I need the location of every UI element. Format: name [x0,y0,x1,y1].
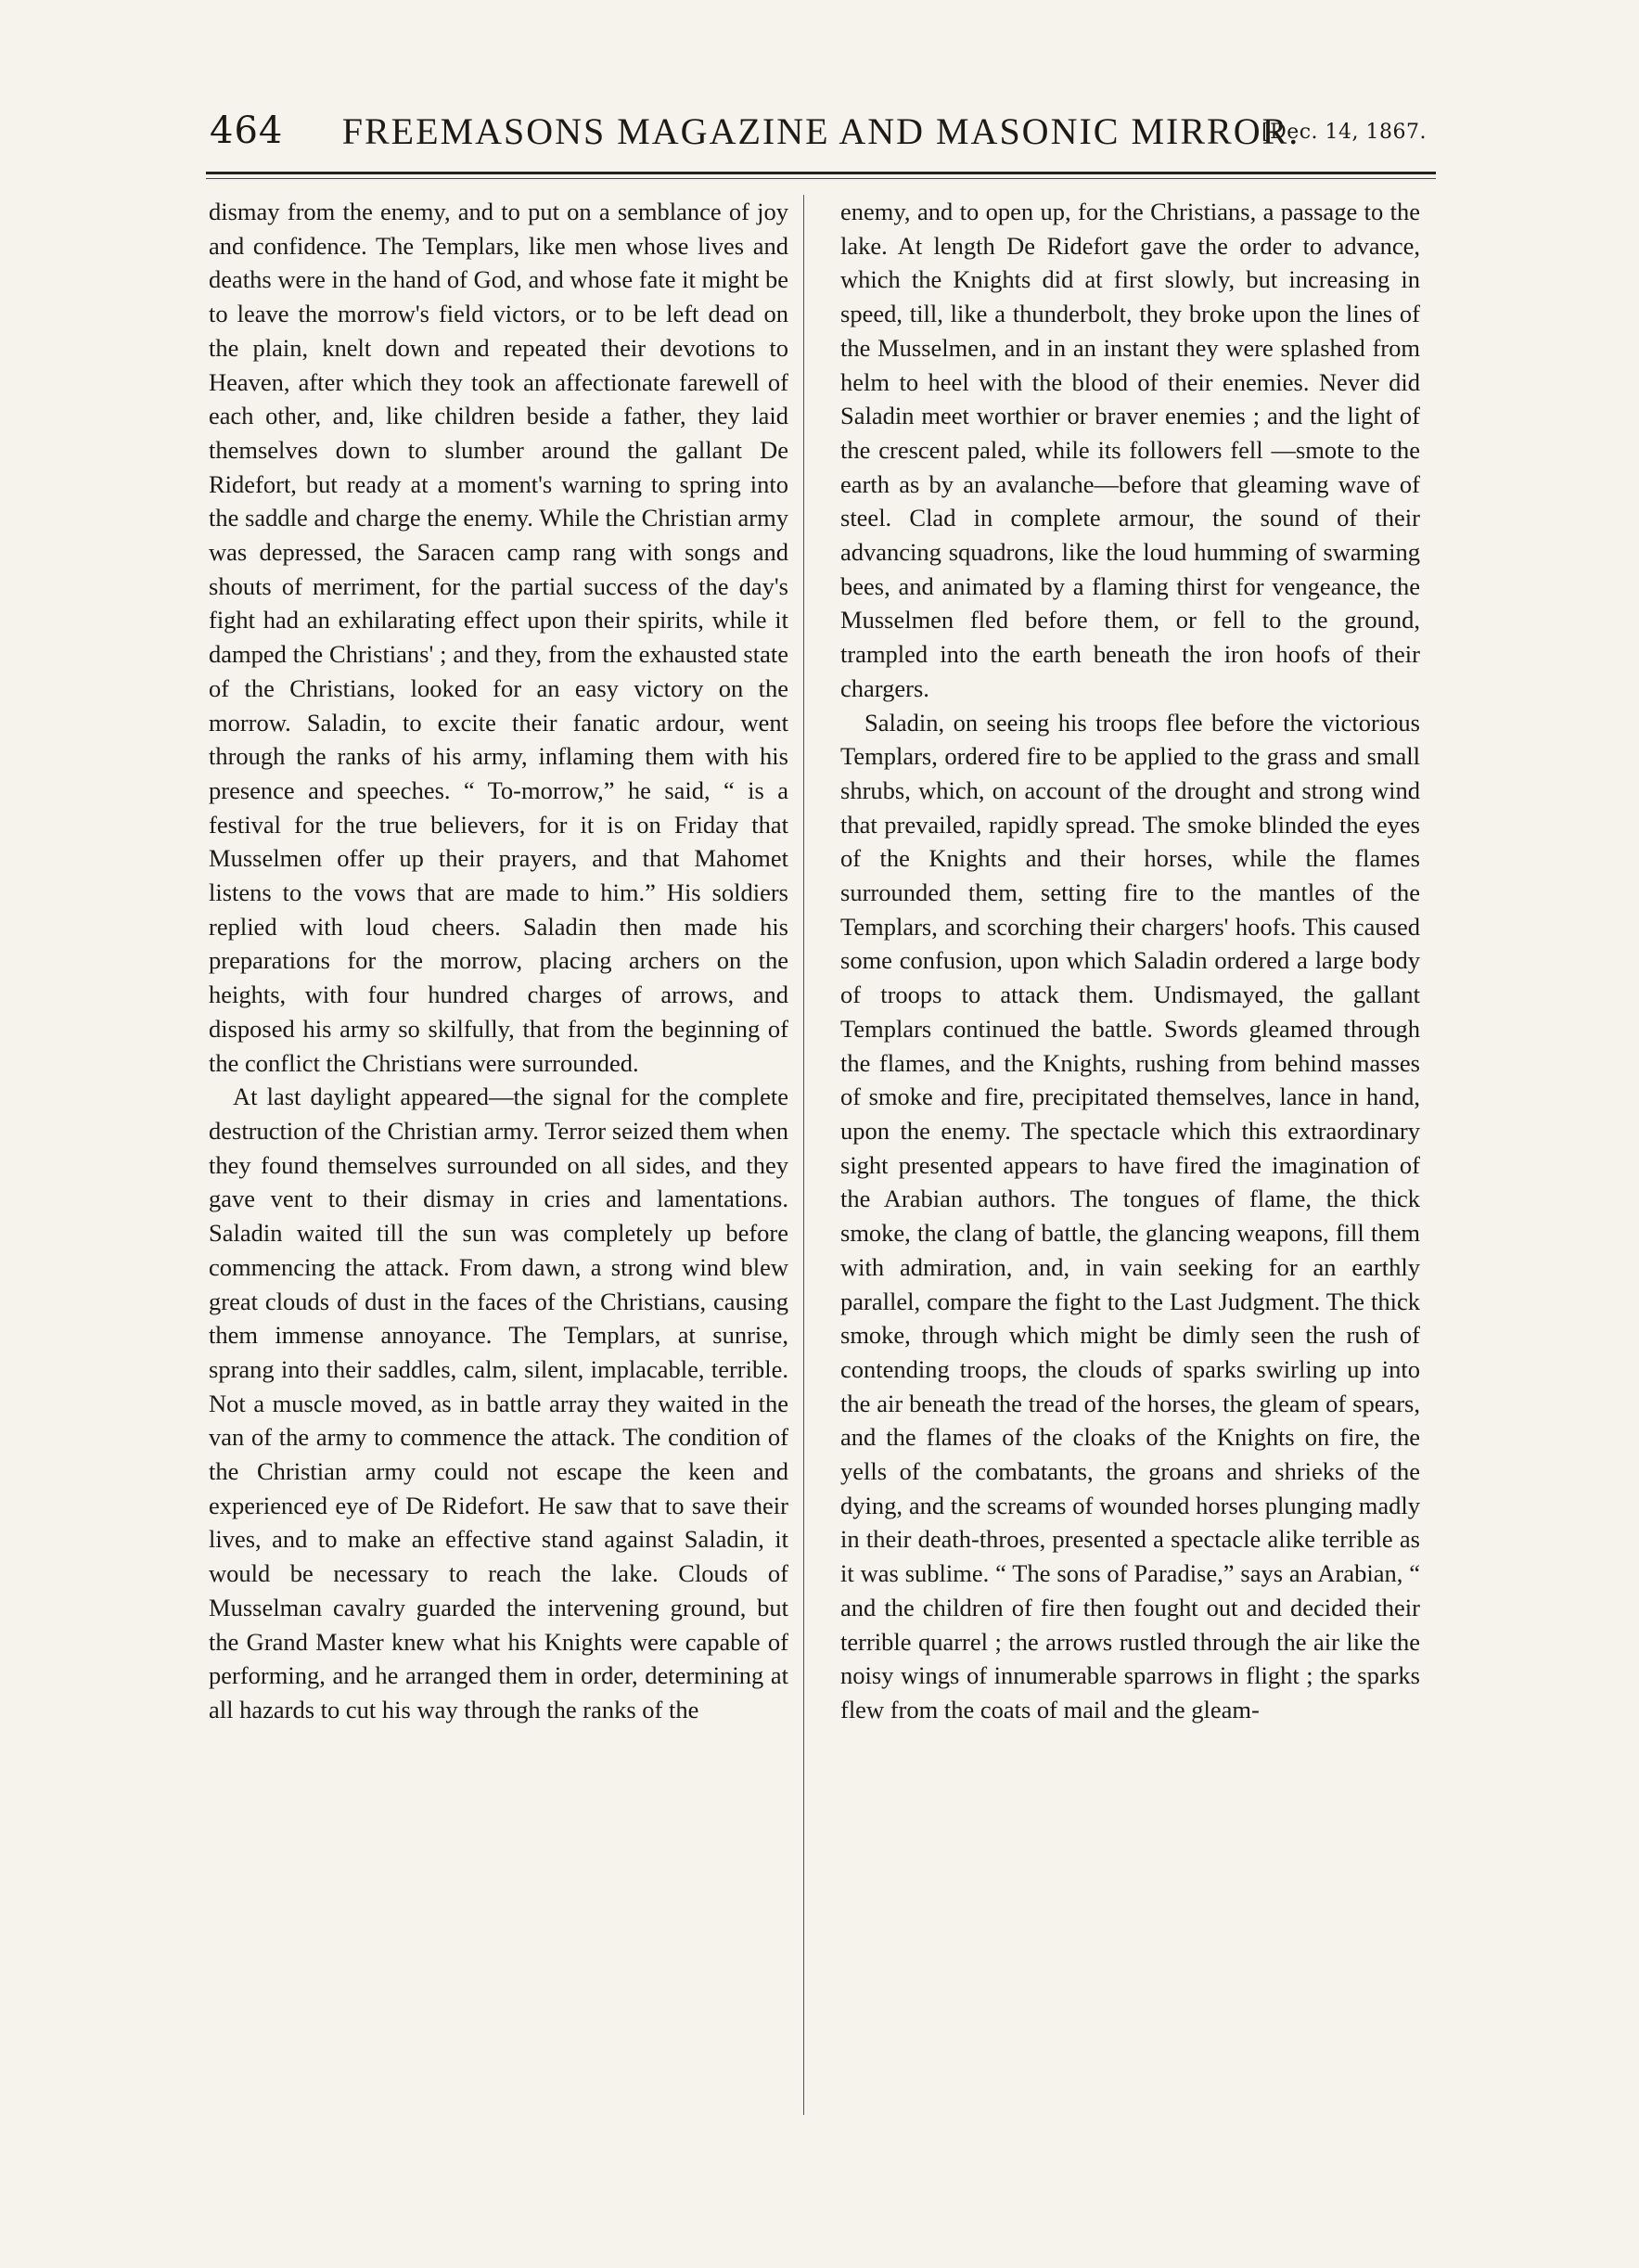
header-rule-thick [206,172,1436,174]
article-paragraph: Saladin, on seeing his troops flee before the victorious Templars, ordered fire to be applied to the grass and small shrubs, which, on account of the drought and strong wind that prevailed, rapidly spread. The smoke blinded the eyes of the Knights and their horses, while the flames surrounded them, setting fire to the mantles of the Templars, and scorching their chargers' hoofs. This caused some confusion, upon which Saladin ordered a large body of troops to attack them. Undismayed, the gallant Templars continued the battle. Swords gleamed through the flames, and the Knights, rushing from behind masses of smoke and fire, precipitated themselves, lance in hand, upon the enemy. The spectacle which this extraordinary sight presented appears to have fired the imagination of the Arabian authors. The tongues of flame, the thick smoke, the clang of battle, the glancing weapons, fill them with admiration, and, in vain seeking for an earthly parallel, compare the fight to the Last Judgment. The thick smoke, through which might be dimly seen the rush of contending troops, the clouds of sparks swirling up into the air beneath the tread of the horses, the gleam of spears, and the flames of the cloaks of the Knights on fire, the yells of the combatants, the groans and shrieks of the dying, and the screams of wounded horses plunging madly in their death-throes, presented a spectacle alike terrible as it was sublime. “ The sons of Paradise,” says an Arabian, “ and the children of fire then fought out and decided their terrible quarrel ; the arrows rustled through the air like the noisy wings of innumerable sparrows in flight ; the sparks flew from the coats of mail and the gleam- [840,708,1420,1723]
article-paragraph: enemy, and to open up, for the Christians, a passage to the lake. At length De Ridefort gave the order to advance, which the Knights did at first slowly, but increasing in speed, till, like a thunderbolt, they broke upon the lines of the Musselmen, and in an instant they were splashed from helm to heel with the blood of their enemies. Never did Saladin meet worthier or braver enemies ; and the light of the crescent paled, while its followers fell —smote to the earth as by an avalanche—before that gleaming wave of steel. Clad in complete armour, the sound of their advancing squadrons, like the loud humming of swarming bees, and animated by a flaming thirst for vengeance, the Musselmen fled before them, or fell to the ground, trampled into the earth beneath the iron hoofs of their chargers. [840,198,1420,702]
left-column [209,195,788,1727]
page-header [204,109,1438,165]
article-paragraph: At last daylight appeared—the signal for the complete destruction of the Christian army. Terror seized them when they found themselves surrounded on all sides, and they gave vent to their dismay in cries and lamentations. Saladin waited till the sun was completely up before commencing the attack. From dawn, a strong wind blew great clouds of dust in the faces of the Christians, causing them immense annoyance. The Templars, at sunrise, sprang into their saddles, calm, silent, implacable, terrible. Not a muscle moved, as in battle array they waited in the van of the army to commence the attack. The condition of the Christian army could not escape the keen and experienced eye of De Ridefort. He saw that to save their lives, and to make an effective stand against Saladin, it would be necessary to reach the lake. Clouds of Musselman cavalry guarded the intervening ground, but the Grand Master knew what his Knights were capable of performing, and he arranged them in order, determining at all hazards to cut his way through the ranks of the [209,1083,788,1723]
magazine-title: FREEMASONS MAGAZINE AND MASONIC MIRROR. [341,110,1300,152]
issue-date: [Dec. 14, 1867. [1261,121,1427,144]
column-divider [803,195,804,2115]
right-column [840,195,1420,1727]
header-rule-thin [206,178,1436,179]
page-number: 464 [210,109,284,152]
article-paragraph: dismay from the enemy, and to put on a semblance of joy and confidence. The Templars, like men whose lives and deaths were in the hand of God, and whose fate it might be to leave the morrow's field victors, or to be left dead on the plain, knelt down and repeated their devotions to Heaven, after which they took an affectionate farewell of each other, and, like children beside a father, they laid themselves down to slumber around the gallant De Ridefort, but ready at a moment's warning to spring into the saddle and charge the enemy. While the Christian army was depressed, the Saracen camp rang with songs and shouts of merriment, for the partial success of the day's fight had an exhilarating effect upon their spirits, while it damped the Christians' ; and they, from the exhausted state of the Christians, looked for an easy victory on the morrow. Saladin, to excite their fanatic ardour, went through the ranks of his army, inflaming them with his presence and speeches. “ To-morrow,” he said, “ is a festival for the true believers, for it is on Friday that Musselmen offer up their prayers, and that Mahomet listens to the vows that are made to him.” His soldiers replied with loud cheers. Saladin then made his preparations for the morrow, placing archers on the heights, with four hundred charges of arrows, and disposed his army so skilfully, that from the beginning of the conflict the Christians were surrounded. [209,198,788,1077]
